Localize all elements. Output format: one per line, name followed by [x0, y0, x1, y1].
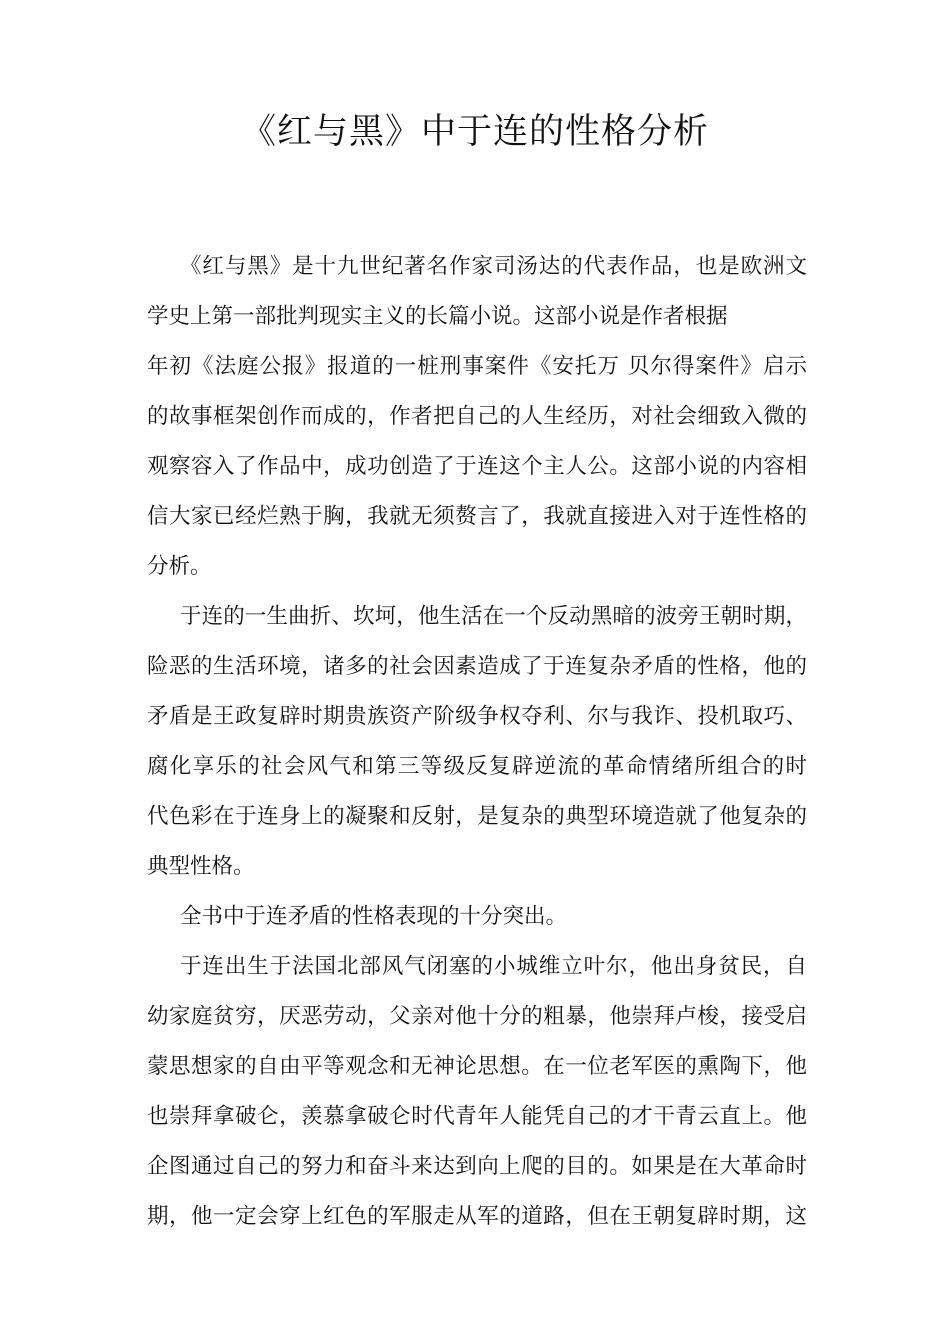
paragraph-line: 险恶的生活环境，诸多的社会因素造成了于连复杂矛盾的性格，他的 — [147, 654, 807, 679]
document-body — [147, 242, 807, 1242]
paragraph-line: 《红与黑》是十九世纪著名作家司汤达的代表作品，也是欧洲文 — [180, 254, 807, 279]
paragraph-line: 年初《法庭公报》报道的一桩刑事案件《安托万 贝尔得案件》启示 — [147, 354, 807, 379]
paragraph-line: 信大家已经烂熟于胸，我就无须赘言了，我就直接进入对于连性格的 — [147, 504, 807, 529]
paragraph-line: 学史上第一部批判现实主义的长篇小说。这部小说是作者根据 — [147, 304, 728, 329]
paragraph-line: 的故事框架创作而成的，作者把自己的人生经历，对社会细致入微的 — [147, 404, 807, 429]
paragraph-line: 分析。 — [147, 554, 212, 579]
paragraph-line: 矛盾是王政复辟时期贵族资产阶级争权夺利、尔与我诈、投机取巧、 — [147, 704, 807, 729]
paragraph-line: 典型性格。 — [147, 854, 255, 879]
paragraph-line: 幼家庭贫穷，厌恶劳动，父亲对他十分的粗暴，他崇拜卢梭，接受启 — [147, 1004, 807, 1029]
paragraph-line: 观察容入了作品中，成功创造了于连这个主人公。这部小说的内容相 — [147, 454, 807, 479]
paragraph-line: 企图通过自己的努力和奋斗来达到向上爬的目的。如果是在大革命时 — [147, 1154, 807, 1179]
paragraph-line: 代色彩在于连身上的凝聚和反射，是复杂的典型环境造就了他复杂的 — [147, 804, 807, 829]
document-title: 《红与黑》中于连的性格分析 — [240, 112, 709, 152]
paragraph-line: 于连出生于法国北部风气闭塞的小城维立叶尔，他出身贫民，自 — [180, 954, 807, 979]
paragraph-line: 全书中于连矛盾的性格表现的十分突出。 — [180, 904, 568, 929]
paragraph-line: 于连的一生曲折、坎坷，他生活在一个反动黑暗的波旁王朝时期， — [180, 604, 807, 629]
paragraph-line: 期，他一定会穿上红色的军服走从军的道路，但在王朝复辟时期，这 — [147, 1204, 807, 1229]
paragraph-line: 腐化享乐的社会风气和第三等级反复辟逆流的革命情绪所组合的时 — [147, 754, 807, 779]
paragraph-line: 也崇拜拿破仑，羡慕拿破仑时代青年人能凭自己的才干青云直上。他 — [147, 1104, 807, 1129]
paragraph-line: 蒙思想家的自由平等观念和无神论思想。在一位老军医的熏陶下，他 — [147, 1054, 807, 1079]
